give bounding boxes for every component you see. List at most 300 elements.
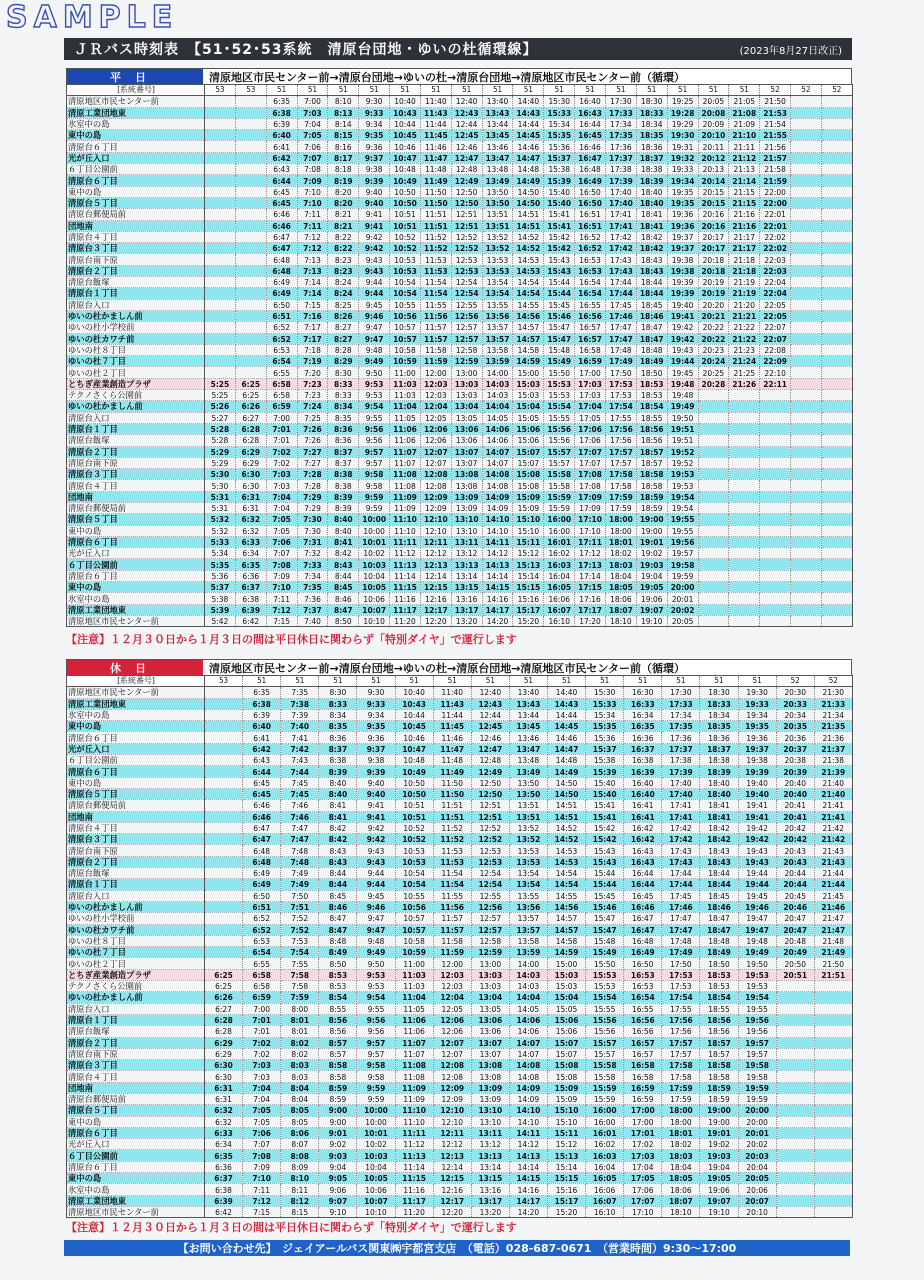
departure-time bbox=[791, 570, 822, 581]
departure-time: 7:15 bbox=[266, 615, 297, 626]
departure-time: 14:14 bbox=[482, 570, 513, 581]
departure-time bbox=[821, 243, 852, 254]
departure-time: 5:33 bbox=[205, 536, 236, 547]
departure-time: 14:52 bbox=[513, 231, 544, 242]
departure-time: 7:00 bbox=[297, 96, 328, 107]
departure-time: 16:58 bbox=[575, 344, 606, 355]
departure-time: 12:50 bbox=[471, 777, 509, 788]
departure-time: 14:14 bbox=[509, 1161, 547, 1172]
departure-time: 10:47 bbox=[390, 152, 421, 163]
departure-time bbox=[821, 536, 852, 547]
departure-time: 8:07 bbox=[281, 1139, 319, 1150]
departure-time: 7:35 bbox=[281, 687, 319, 698]
departure-time: 16:50 bbox=[575, 197, 606, 208]
stop-name: 清原台郵便局前 bbox=[67, 502, 205, 513]
departure-time: 20:50 bbox=[776, 958, 814, 969]
departure-time: 19:58 bbox=[667, 559, 698, 570]
departure-time: 13:11 bbox=[471, 1127, 509, 1138]
departure-time bbox=[814, 1161, 852, 1172]
departure-time: 8:42 bbox=[319, 834, 357, 845]
departure-time bbox=[821, 107, 852, 118]
departure-time: 15:06 bbox=[513, 423, 544, 434]
departure-time: 16:40 bbox=[624, 777, 662, 788]
departure-time: 10:51 bbox=[395, 811, 433, 822]
departure-time: 8:49 bbox=[319, 947, 357, 958]
departure-time: 19:37 bbox=[667, 243, 698, 254]
departure-time: 16:42 bbox=[624, 822, 662, 833]
table-row bbox=[67, 822, 853, 833]
departure-time: 7:27 bbox=[297, 457, 328, 468]
departure-time bbox=[791, 457, 822, 468]
departure-time bbox=[821, 570, 852, 581]
departure-time bbox=[791, 130, 822, 141]
departure-time: 19:48 bbox=[667, 390, 698, 401]
departure-time: 8:15 bbox=[328, 130, 359, 141]
departure-time: 21:42 bbox=[814, 834, 852, 845]
departure-time: 17:53 bbox=[662, 969, 700, 980]
departure-time: 15:13 bbox=[547, 1150, 585, 1161]
departure-time: 6:25 bbox=[235, 378, 266, 389]
departure-time: 19:57 bbox=[738, 1037, 776, 1048]
stop-name: ６丁目公園前 bbox=[67, 1150, 205, 1161]
departure-time: 21:19 bbox=[729, 288, 760, 299]
departure-time: 6:58 bbox=[266, 390, 297, 401]
departure-time bbox=[821, 604, 852, 615]
departure-time: 17:55 bbox=[662, 1003, 700, 1014]
departure-time: 9:42 bbox=[357, 822, 395, 833]
departure-time: 14:03 bbox=[509, 969, 547, 980]
departure-time: 8:27 bbox=[328, 333, 359, 344]
departure-time: 18:50 bbox=[700, 958, 738, 969]
departure-time: 10:54 bbox=[395, 868, 433, 879]
departure-time: 7:47 bbox=[281, 834, 319, 845]
departure-time: 18:00 bbox=[605, 514, 636, 525]
stop-name: 清原台南下原 bbox=[67, 845, 205, 856]
departure-time: 9:10 bbox=[319, 1206, 357, 1217]
departure-time: 7:17 bbox=[297, 322, 328, 333]
departure-time: 18:06 bbox=[662, 1184, 700, 1195]
departure-time bbox=[729, 582, 760, 593]
departure-time: 15:06 bbox=[513, 435, 544, 446]
departure-time: 16:01 bbox=[544, 536, 575, 547]
departure-time bbox=[776, 1150, 814, 1161]
departure-time: 6:29 bbox=[205, 1037, 243, 1048]
departure-time bbox=[205, 800, 243, 811]
departure-time: 13:57 bbox=[509, 913, 547, 924]
departure-time: 18:38 bbox=[636, 164, 667, 175]
departure-time: 9:58 bbox=[359, 480, 390, 491]
departure-time: 12:46 bbox=[451, 141, 482, 152]
departure-time: 11:09 bbox=[390, 491, 421, 502]
departure-time: 16:04 bbox=[586, 1161, 624, 1172]
departure-time: 19:53 bbox=[667, 480, 698, 491]
departure-time bbox=[235, 209, 266, 220]
departure-time: 13:08 bbox=[451, 469, 482, 480]
route-number: 51 bbox=[544, 85, 575, 96]
departure-time: 9:04 bbox=[319, 1161, 357, 1172]
departure-time: 6:50 bbox=[243, 890, 281, 901]
departure-time bbox=[205, 935, 243, 946]
departure-time: 16:39 bbox=[624, 766, 662, 777]
departure-time: 14:08 bbox=[482, 469, 513, 480]
route-number: 51 bbox=[513, 85, 544, 96]
departure-time: 12:43 bbox=[451, 107, 482, 118]
departure-time: 20:42 bbox=[776, 822, 814, 833]
departure-time: 17:38 bbox=[605, 164, 636, 175]
departure-time bbox=[791, 333, 822, 344]
departure-time: 16:48 bbox=[624, 935, 662, 946]
departure-time: 7:01 bbox=[266, 435, 297, 446]
departure-time: 19:46 bbox=[738, 901, 776, 912]
departure-time: 9:56 bbox=[357, 1014, 395, 1025]
departure-time: 19:33 bbox=[667, 164, 698, 175]
departure-time: 10:53 bbox=[395, 845, 433, 856]
departure-time: 7:47 bbox=[281, 822, 319, 833]
departure-time: 9:44 bbox=[357, 879, 395, 890]
departure-time: 20:35 bbox=[776, 721, 814, 732]
departure-time: 17:03 bbox=[575, 390, 606, 401]
stop-name: 清原台飯塚 bbox=[67, 277, 205, 288]
departure-time: 17:56 bbox=[605, 423, 636, 434]
departure-time: 13:16 bbox=[471, 1184, 509, 1195]
table-row bbox=[67, 935, 853, 946]
departure-time: 21:41 bbox=[814, 800, 852, 811]
departure-time: 10:45 bbox=[395, 721, 433, 732]
departure-time: 19:45 bbox=[667, 367, 698, 378]
departure-time: 6:58 bbox=[266, 378, 297, 389]
departure-time: 11:13 bbox=[390, 559, 421, 570]
departure-time: 6:44 bbox=[266, 175, 297, 186]
departure-time: 7:07 bbox=[297, 152, 328, 163]
departure-time: 19:43 bbox=[667, 344, 698, 355]
departure-time: 21:08 bbox=[729, 107, 760, 118]
departure-time: 7:58 bbox=[281, 969, 319, 980]
departure-time bbox=[698, 593, 729, 604]
departure-time: 15:12 bbox=[547, 1139, 585, 1150]
departure-time: 12:12 bbox=[433, 1139, 471, 1150]
departure-time: 21:16 bbox=[729, 209, 760, 220]
departure-time: 15:04 bbox=[547, 992, 585, 1003]
departure-time: 17:41 bbox=[662, 811, 700, 822]
departure-time: 13:57 bbox=[482, 322, 513, 333]
departure-time: 21:45 bbox=[814, 890, 852, 901]
departure-time: 22:08 bbox=[760, 344, 791, 355]
table-row bbox=[67, 1150, 853, 1161]
departure-time: 15:08 bbox=[547, 1060, 585, 1071]
departure-time: 14:53 bbox=[513, 265, 544, 276]
table-row bbox=[67, 310, 853, 321]
departure-time bbox=[205, 118, 236, 129]
departure-time: 11:07 bbox=[395, 1048, 433, 1059]
departure-time: 9:59 bbox=[359, 491, 390, 502]
departure-time: 14:07 bbox=[509, 1037, 547, 1048]
table-row bbox=[67, 469, 853, 480]
departure-time: 9:40 bbox=[357, 777, 395, 788]
departure-time: 19:54 bbox=[667, 502, 698, 513]
departure-time: 12:11 bbox=[420, 536, 451, 547]
departure-time: 9:45 bbox=[357, 890, 395, 901]
departure-time: 17:57 bbox=[605, 446, 636, 457]
departure-time: 19:41 bbox=[667, 310, 698, 321]
table-row bbox=[67, 457, 853, 468]
departure-time: 17:43 bbox=[662, 856, 700, 867]
departure-time: 13:58 bbox=[509, 935, 547, 946]
departure-time: 10:48 bbox=[390, 164, 421, 175]
departure-time bbox=[205, 220, 236, 231]
departure-time: 14:48 bbox=[513, 164, 544, 175]
departure-time: 5:37 bbox=[205, 582, 236, 593]
table-row bbox=[67, 721, 853, 732]
departure-time bbox=[760, 514, 791, 525]
departure-time: 6:26 bbox=[235, 401, 266, 412]
departure-time: 7:28 bbox=[297, 469, 328, 480]
departure-time: 20:01 bbox=[667, 593, 698, 604]
departure-time bbox=[729, 469, 760, 480]
departure-time bbox=[235, 96, 266, 107]
departure-time bbox=[698, 412, 729, 423]
departure-time: 20:51 bbox=[776, 969, 814, 980]
departure-time: 14:06 bbox=[509, 1014, 547, 1025]
departure-time: 7:48 bbox=[281, 845, 319, 856]
departure-time: 21:24 bbox=[729, 356, 760, 367]
departure-time: 15:56 bbox=[586, 1026, 624, 1037]
departure-time: 15:11 bbox=[547, 1127, 585, 1138]
departure-time: 16:58 bbox=[624, 1071, 662, 1082]
departure-time: 13:06 bbox=[451, 435, 482, 446]
departure-time bbox=[791, 423, 822, 434]
departure-time: 9:41 bbox=[359, 209, 390, 220]
departure-time bbox=[205, 822, 243, 833]
departure-time: 21:11 bbox=[729, 141, 760, 152]
departure-time: 8:37 bbox=[319, 743, 357, 754]
stop-name: 清原台６丁目 bbox=[67, 175, 205, 186]
departure-time: 6:38 bbox=[243, 698, 281, 709]
departure-time: 12:17 bbox=[433, 1195, 471, 1206]
departure-time: 11:50 bbox=[433, 788, 471, 799]
departure-time: 9:34 bbox=[357, 709, 395, 720]
departure-time: 14:07 bbox=[482, 457, 513, 468]
departure-time: 21:44 bbox=[814, 868, 852, 879]
departure-time: 21:41 bbox=[814, 811, 852, 822]
departure-time: 15:15 bbox=[547, 1173, 585, 1184]
stop-name: ゆいの杜７丁目 bbox=[67, 356, 205, 367]
departure-time: 20:25 bbox=[698, 367, 729, 378]
departure-time: 7:40 bbox=[281, 721, 319, 732]
stop-name: 清原台５丁目 bbox=[67, 197, 205, 208]
departure-time: 18:37 bbox=[636, 152, 667, 163]
departure-time: 13:20 bbox=[451, 615, 482, 626]
departure-time: 10:05 bbox=[359, 582, 390, 593]
stop-name: 清原台南下原 bbox=[67, 1048, 205, 1059]
stop-name: 清原台３丁目 bbox=[67, 1060, 205, 1071]
departure-time: 7:16 bbox=[297, 310, 328, 321]
departure-time: 7:20 bbox=[297, 367, 328, 378]
departure-time: 14:57 bbox=[547, 924, 585, 935]
departure-time: 22:02 bbox=[760, 243, 791, 254]
departure-time: 9:30 bbox=[357, 687, 395, 698]
departure-time bbox=[729, 401, 760, 412]
departure-time bbox=[760, 446, 791, 457]
stop-name: 氷室中の島 bbox=[67, 1184, 205, 1195]
departure-time bbox=[698, 548, 729, 559]
departure-time bbox=[205, 811, 243, 822]
departure-time bbox=[814, 1195, 852, 1206]
departure-time: 12:15 bbox=[420, 582, 451, 593]
departure-time: 11:07 bbox=[390, 457, 421, 468]
table-row bbox=[67, 992, 853, 1003]
departure-time bbox=[205, 755, 243, 766]
departure-time bbox=[791, 164, 822, 175]
departure-time: 16:47 bbox=[575, 152, 606, 163]
departure-time: 8:23 bbox=[328, 254, 359, 265]
departure-time: 7:55 bbox=[281, 958, 319, 969]
departure-time: 13:09 bbox=[471, 1082, 509, 1093]
departure-time: 11:13 bbox=[395, 1150, 433, 1161]
departure-time: 9:48 bbox=[359, 344, 390, 355]
departure-time: 19:59 bbox=[667, 570, 698, 581]
departure-time: 15:17 bbox=[547, 1195, 585, 1206]
route-number: 51 bbox=[662, 676, 700, 687]
departure-time bbox=[698, 525, 729, 536]
departure-time: 5:29 bbox=[205, 457, 236, 468]
departure-time: 13:07 bbox=[451, 457, 482, 468]
departure-time: 7:10 bbox=[297, 186, 328, 197]
departure-time bbox=[791, 96, 822, 107]
departure-time: 10:10 bbox=[357, 1206, 395, 1217]
departure-time: 19:59 bbox=[738, 1093, 776, 1104]
departure-time: 11:53 bbox=[420, 254, 451, 265]
route-number: 51 bbox=[729, 85, 760, 96]
departure-time bbox=[821, 435, 852, 446]
departure-time: 11:15 bbox=[395, 1173, 433, 1184]
departure-time bbox=[698, 604, 729, 615]
departure-time: 13:50 bbox=[482, 186, 513, 197]
departure-time: 12:58 bbox=[471, 935, 509, 946]
departure-time: 12:51 bbox=[471, 800, 509, 811]
departure-time: 18:44 bbox=[636, 277, 667, 288]
departure-time: 15:42 bbox=[544, 231, 575, 242]
departure-time: 6:49 bbox=[266, 277, 297, 288]
departure-time: 6:59 bbox=[243, 992, 281, 1003]
departure-time: 17:50 bbox=[605, 367, 636, 378]
stop-name: 清原台飯塚 bbox=[67, 868, 205, 879]
departure-time: 6:32 bbox=[235, 525, 266, 536]
departure-time: 6:38 bbox=[266, 107, 297, 118]
departure-time: 17:06 bbox=[624, 1184, 662, 1195]
departure-time: 6:30 bbox=[235, 480, 266, 491]
departure-time: 6:36 bbox=[205, 1161, 243, 1172]
departure-time: 7:29 bbox=[297, 491, 328, 502]
departure-time: 10:55 bbox=[390, 299, 421, 310]
departure-time bbox=[205, 152, 236, 163]
departure-time bbox=[729, 412, 760, 423]
departure-time bbox=[791, 220, 822, 231]
departure-time: 16:54 bbox=[575, 277, 606, 288]
stop-name: 清原台５丁目 bbox=[67, 788, 205, 799]
departure-time: 8:45 bbox=[328, 582, 359, 593]
departure-time: 20:44 bbox=[776, 879, 814, 890]
departure-time: 19:58 bbox=[738, 1071, 776, 1082]
departure-time: 10:02 bbox=[357, 1139, 395, 1150]
departure-time bbox=[205, 777, 243, 788]
departure-time bbox=[205, 265, 236, 276]
departure-time: 11:55 bbox=[420, 299, 451, 310]
route-number: 51 bbox=[605, 85, 636, 96]
departure-time: 6:40 bbox=[266, 130, 297, 141]
departure-time: 16:33 bbox=[624, 698, 662, 709]
departure-time: 17:00 bbox=[624, 1105, 662, 1116]
departure-time: 12:07 bbox=[420, 446, 451, 457]
departure-time: 5:28 bbox=[205, 435, 236, 446]
departure-time: 21:12 bbox=[729, 152, 760, 163]
departure-time: 10:02 bbox=[359, 548, 390, 559]
departure-time: 13:20 bbox=[471, 1206, 509, 1217]
departure-time: 19:58 bbox=[738, 1060, 776, 1071]
departure-time: 12:05 bbox=[433, 1003, 471, 1014]
departure-time: 15:47 bbox=[586, 924, 624, 935]
departure-time: 19:04 bbox=[700, 1161, 738, 1172]
departure-time: 19:37 bbox=[667, 231, 698, 242]
departure-time: 10:10 bbox=[359, 615, 390, 626]
departure-time: 12:52 bbox=[471, 834, 509, 845]
departure-time: 6:41 bbox=[266, 141, 297, 152]
departure-time: 12:03 bbox=[420, 378, 451, 389]
departure-time: 15:44 bbox=[544, 288, 575, 299]
departure-time: 11:06 bbox=[395, 1026, 433, 1037]
departure-time bbox=[791, 141, 822, 152]
departure-time: 15:09 bbox=[547, 1082, 585, 1093]
departure-time: 17:45 bbox=[662, 890, 700, 901]
revision-date: (2023年8月27日改正) bbox=[739, 45, 842, 57]
departure-time bbox=[205, 164, 236, 175]
departure-time bbox=[776, 1014, 814, 1025]
departure-time: 6:32 bbox=[205, 1105, 243, 1116]
departure-time: 18:55 bbox=[700, 1003, 738, 1014]
departure-time: 13:55 bbox=[509, 890, 547, 901]
departure-time: 15:49 bbox=[586, 947, 624, 958]
stop-name: ６丁目公園前 bbox=[67, 755, 205, 766]
departure-time: 13:06 bbox=[471, 1014, 509, 1025]
departure-time: 11:06 bbox=[390, 423, 421, 434]
departure-time: 21:21 bbox=[729, 310, 760, 321]
departure-time: 20:03 bbox=[738, 1150, 776, 1161]
departure-time: 12:56 bbox=[471, 901, 509, 912]
departure-time: 19:54 bbox=[738, 992, 776, 1003]
departure-time: 13:16 bbox=[451, 593, 482, 604]
departure-time: 7:02 bbox=[266, 457, 297, 468]
departure-time: 8:19 bbox=[328, 175, 359, 186]
departure-time: 8:41 bbox=[328, 536, 359, 547]
departure-time: 12:13 bbox=[420, 559, 451, 570]
departure-time bbox=[791, 367, 822, 378]
departure-time bbox=[821, 254, 852, 265]
stop-name: テクノさくら公園前 bbox=[67, 981, 205, 992]
departure-time: 16:41 bbox=[624, 800, 662, 811]
departure-time: 16:35 bbox=[624, 721, 662, 732]
departure-time: 6:32 bbox=[235, 514, 266, 525]
departure-time: 22:05 bbox=[760, 299, 791, 310]
departure-time: 5:25 bbox=[205, 378, 236, 389]
departure-time: 17:59 bbox=[662, 1082, 700, 1093]
departure-time: 11:14 bbox=[395, 1161, 433, 1172]
departure-time bbox=[698, 457, 729, 468]
departure-time: 9:33 bbox=[359, 107, 390, 118]
departure-time: 11:53 bbox=[433, 856, 471, 867]
departure-time: 5:32 bbox=[205, 514, 236, 525]
departure-time: 21:46 bbox=[814, 901, 852, 912]
departure-time: 13:54 bbox=[482, 277, 513, 288]
route-number: 51 bbox=[451, 85, 482, 96]
